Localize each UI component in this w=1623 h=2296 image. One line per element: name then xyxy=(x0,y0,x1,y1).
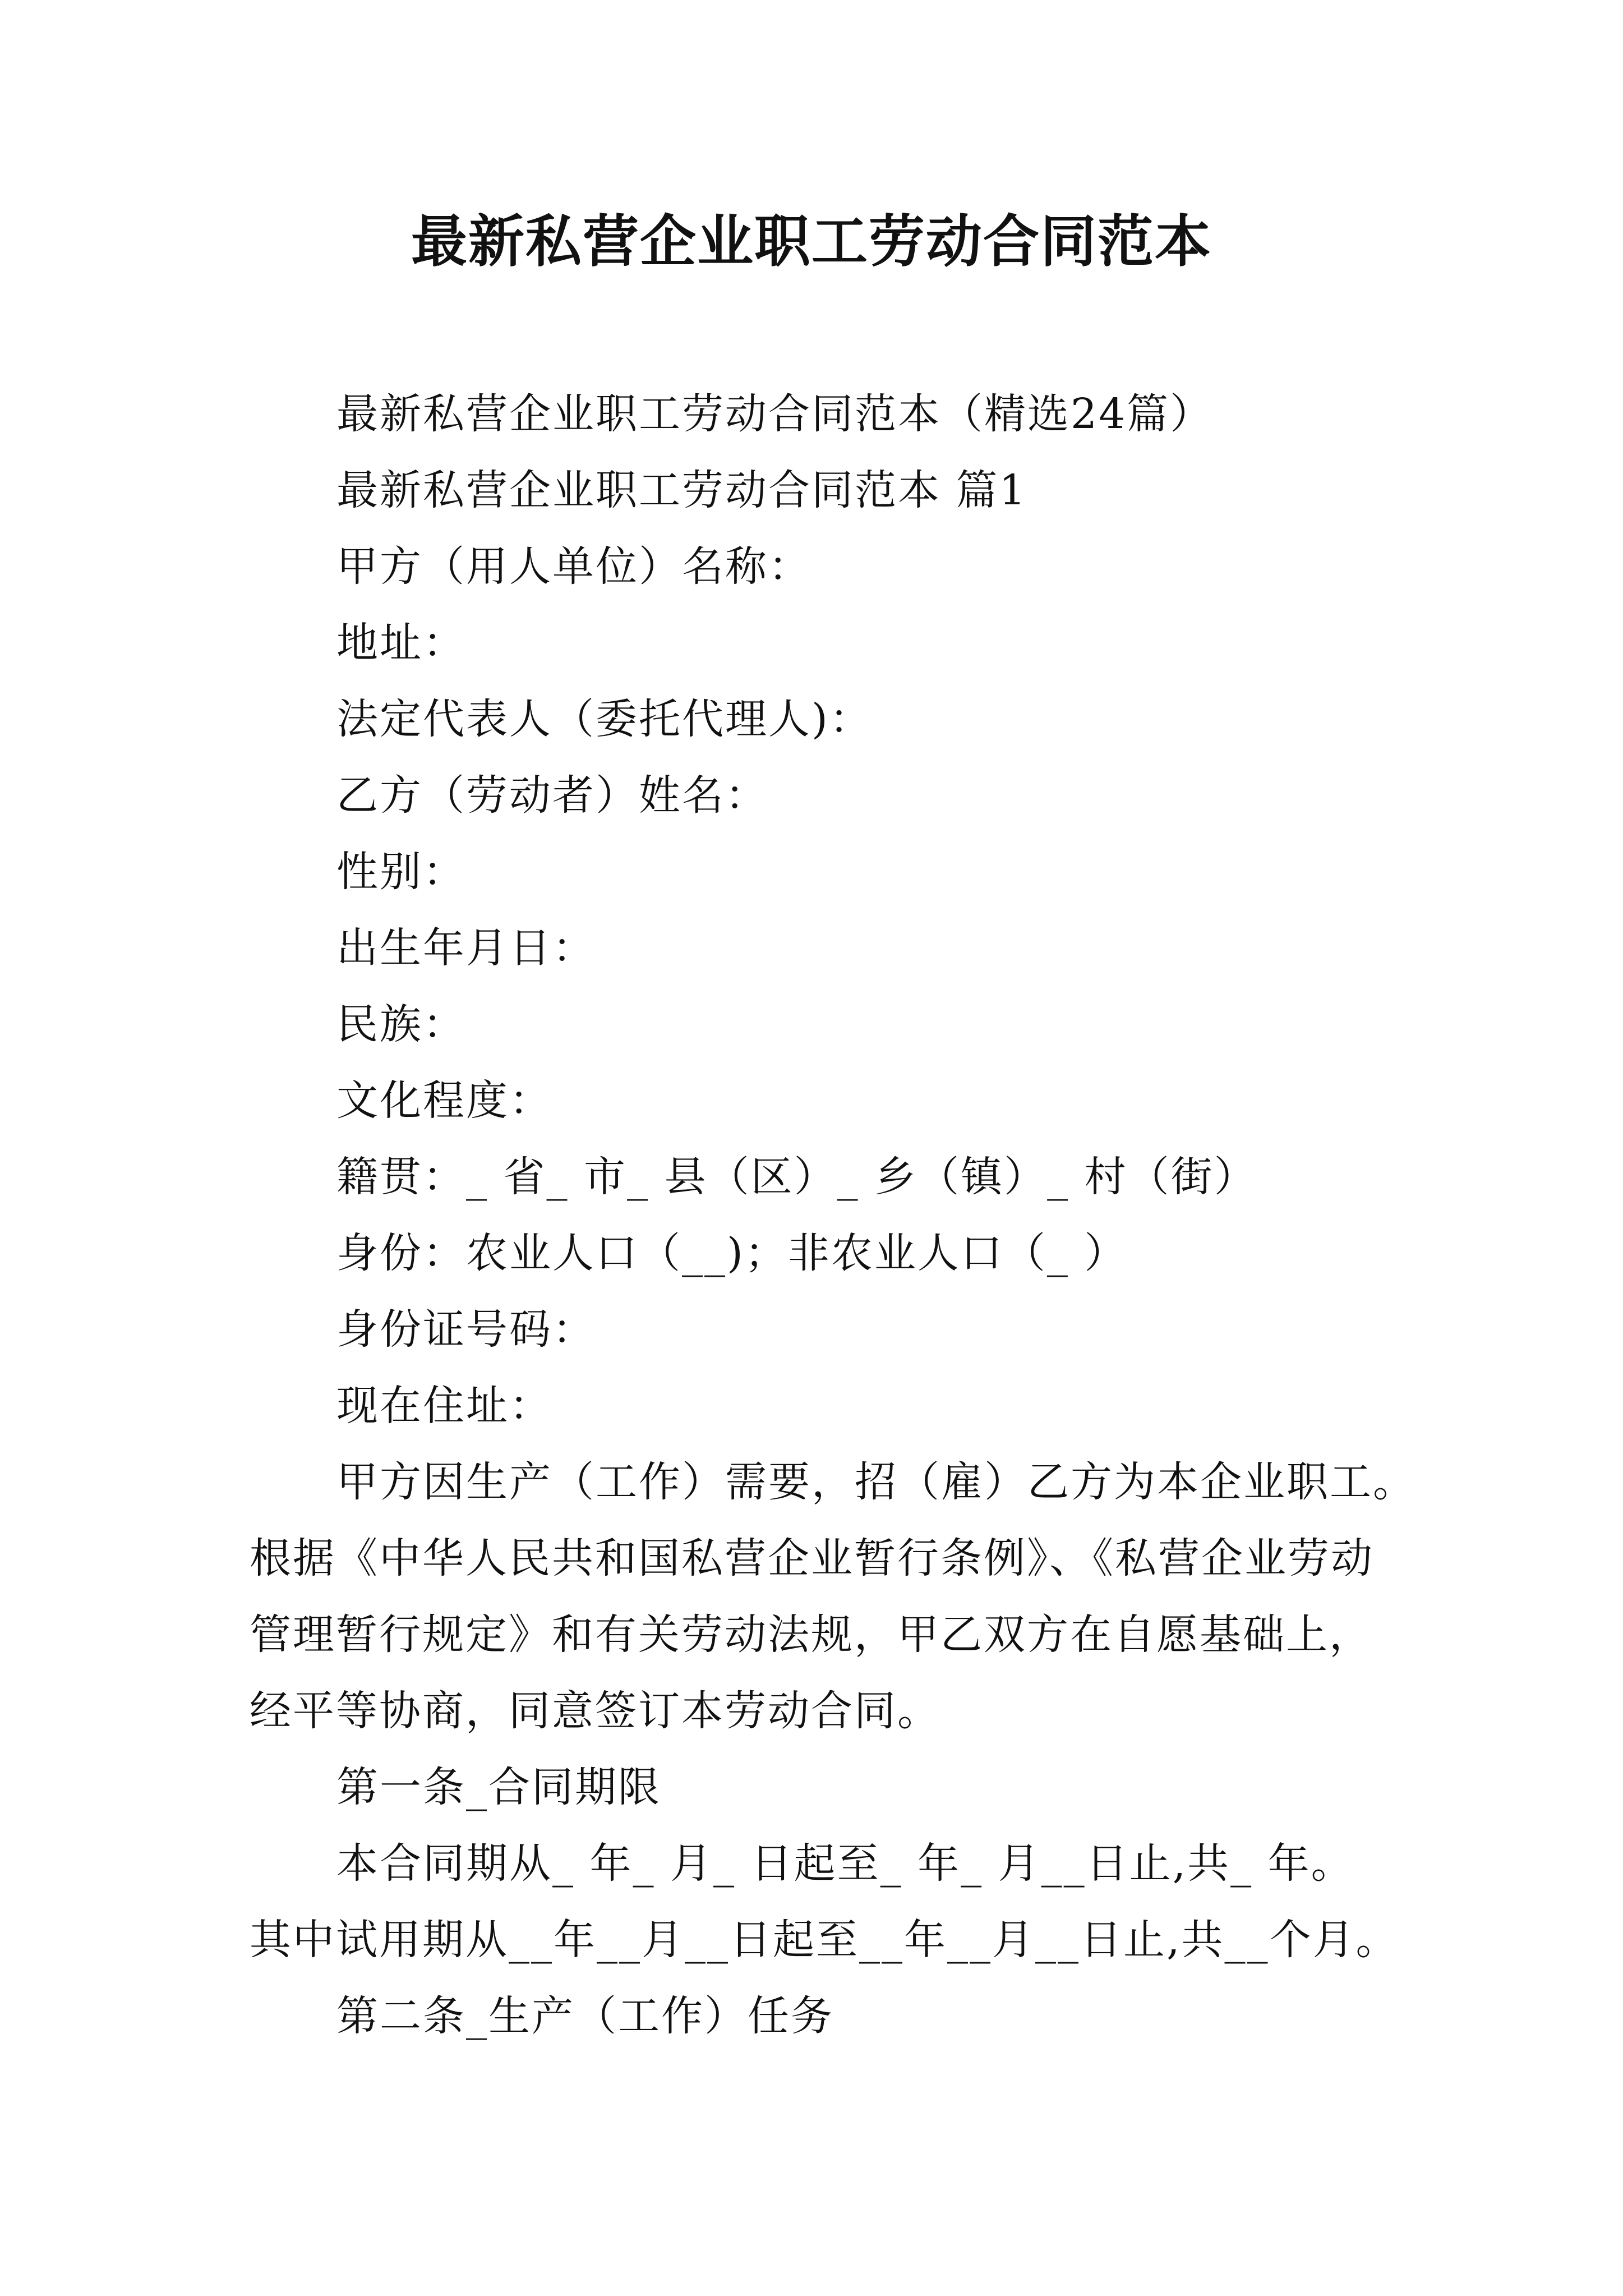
text-line: 甲方（用人单位）名称： xyxy=(336,542,811,591)
document-body xyxy=(250,376,1416,2054)
paragraph-line: 管理暂行规定》和有关劳动法规，甲乙双方在自愿基础上， xyxy=(250,1611,1372,1659)
text-line: 身份证号码： xyxy=(336,1305,596,1354)
text-line: 法定代表人（委托代理人)： xyxy=(336,695,873,743)
text-line: 籍贯：_ 省_ 市_ 县（区）_ 乡（镇）_ 村（街） xyxy=(336,1153,1257,1201)
paragraph-line: 经平等协商，同意签订本劳动合同。 xyxy=(250,1687,940,1735)
text-line: 乙方（劳动者）姓名： xyxy=(336,771,768,820)
text-line: 出生年月日： xyxy=(336,924,596,972)
section-heading: 第二条_生产（工作）任务 xyxy=(336,1992,834,2040)
document-title: 最新私营企业职工劳动合同范本 xyxy=(411,208,1212,274)
text-line: 地址： xyxy=(336,619,466,667)
text-line: 民族： xyxy=(336,1000,466,1048)
text-line: 性别： xyxy=(336,848,466,896)
paragraph-line: 根据《中华人民共和国私营企业暂行条例》、《私营企业劳动 xyxy=(250,1534,1374,1582)
text-line: 现在住址： xyxy=(336,1382,552,1430)
text-line: 最新私营企业职工劳动合同范本 篇1 xyxy=(336,466,1027,514)
paragraph-line: 甲方因生产（工作）需要，招（雇）乙方为本企业职工。 xyxy=(336,1458,1416,1506)
section-heading: 第一条_合同期限 xyxy=(336,1763,661,1811)
text-line: 文化程度： xyxy=(336,1076,552,1125)
paragraph-line: 本合同期从_ 年_ 月_ 日起至_ 年_ 月__日止,共_ 年。 xyxy=(336,1839,1354,1888)
text-line: 最新私营企业职工劳动合同范本（精选24篇） xyxy=(336,390,1214,438)
text-line: 身份：农业人口（__)；非农业人口（_ ） xyxy=(336,1229,1128,1277)
paragraph-line: 其中试用期从__年__月__日起至__年__月__日止,共__个月。 xyxy=(250,1916,1399,1964)
